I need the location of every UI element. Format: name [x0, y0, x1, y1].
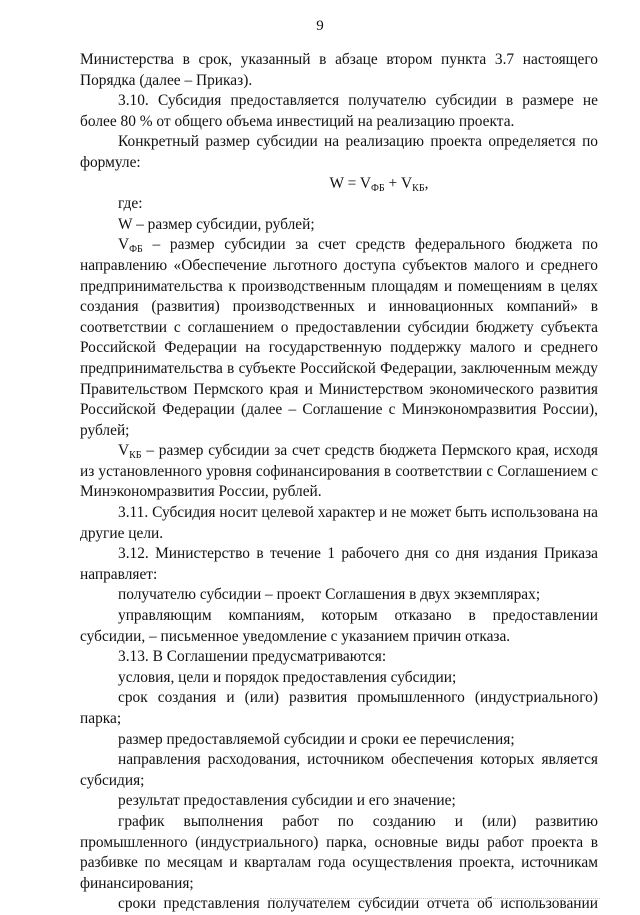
vfb-text: – размер субсидии за счет средств федерального бюджета по направлению «Обеспечение льготного доступа субъектов малого и среднего предпринимательства к производственным площадям и помещениям в целях создания (развития) производственных и инновационных компаний» в соответствии с соглашением о предоставлении субсидии бюджету субъекта Российской Федерации на государственную поддержку малого и среднего предпринимательства в субъекте Российской Федерации, заключенным между Правительством Пермского края и Министерством экономического развития Российской Федерации (далее – Соглашение с Минэкономразвития России), рублей;: [80, 236, 598, 439]
list-item-park-term: срок создания и (или) развития промышленного (индустриального) парка;: [80, 689, 598, 727]
vkb-symbol: V: [118, 442, 130, 460]
page-number: 9: [316, 18, 324, 34]
document-body: [80, 50, 598, 915]
list-item-conditions: условия, цели и порядок предоставления субсидии;: [118, 668, 457, 686]
vkb-subscript: КБ: [129, 450, 142, 462]
paragraph-continuation: Министерства в срок, указанный в абзаце втором пункта 3.7 настоящего Порядка (далее – Приказ).: [80, 51, 598, 89]
paragraph-3-10: 3.10. Субсидия предоставляется получателю субсидии в размере не более 80 % от общего объема инвестиций на реализацию проекта.: [80, 92, 598, 130]
paragraph-w-definition: W – размер субсидии, рублей;: [118, 215, 315, 233]
paragraph-where: где:: [118, 195, 143, 213]
list-item-recipient: получателю субсидии – проект Соглашения в двух экземплярах;: [118, 586, 541, 604]
vfb-symbol: V: [118, 236, 130, 254]
paragraph-3-11: 3.11. Субсидия носит целевой характер и не может быть использована на другие цели.: [80, 504, 598, 542]
list-item-expense-directions: направления расходования, источником обеспечения которых является субсидия;: [80, 751, 598, 789]
formula-sub-kb: КБ: [412, 182, 425, 194]
list-item-subsidy-size: размер предоставляемой субсидии и сроки ее перечисления;: [118, 730, 515, 748]
formula: [80, 174, 598, 195]
paragraph-vkb-definition: [80, 441, 598, 503]
paragraph-formula-intro: Конкретный размер субсидии на реализацию проекта определяется по формуле:: [80, 133, 598, 171]
vkb-text: – размер субсидии за счет средств бюджета Пермского края, исходя из установленного уровня софинансирования в соответствии с Соглашением с Минэкономразвития России, рублей.: [80, 442, 598, 501]
list-item-report-terms: сроки представления получателем субсидии отчета об использовании: [118, 895, 598, 913]
formula-tail: ,: [424, 174, 429, 192]
formula-plus: + V: [384, 174, 413, 192]
paragraph-3-13: 3.13. В Соглашении предусматриваются:: [118, 648, 387, 666]
list-item-result: результат предоставления субсидии и его значение;: [118, 792, 456, 810]
formula-sub-fb: ФБ: [371, 182, 385, 194]
list-item-management-companies: управляющим компаниям, которым отказано в предоставлении субсидии, – письменное уведомление с указанием причин отказа.: [80, 607, 598, 645]
paragraph-3-12: 3.12. Министерство в течение 1 рабочего дня со дня издания Приказа направляет:: [80, 545, 598, 583]
vfb-subscript: ФБ: [129, 244, 143, 256]
paragraph-vfb-definition: [80, 235, 598, 441]
scan-artifact-line: [270, 898, 600, 899]
formula-lhs: W = V: [329, 174, 372, 192]
list-item-schedule: график выполнения работ по созданию и (или) развитию промышленного (индустриального) парка, основные виды работ проекта в разбивке по месяцам и кварталам года осуществления проекта, источникам финансирования;: [80, 812, 598, 892]
